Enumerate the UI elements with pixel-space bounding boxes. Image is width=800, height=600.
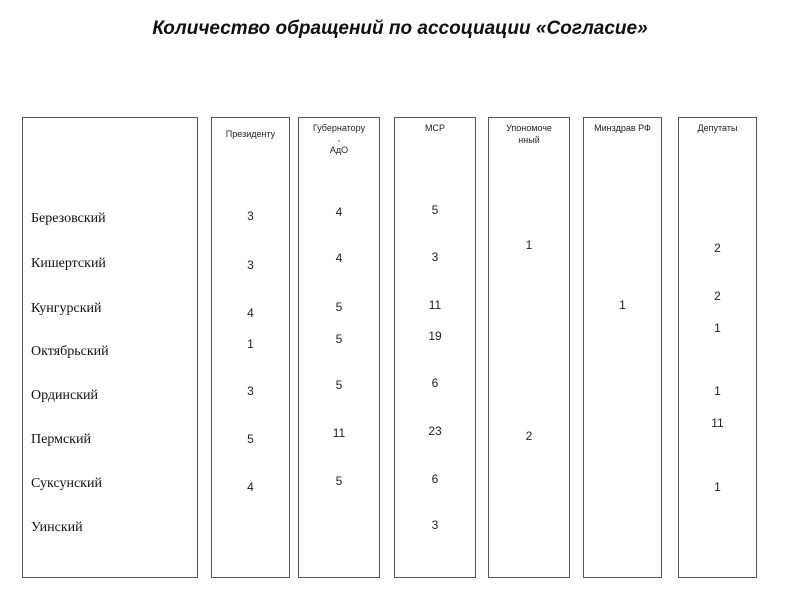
value-cell: 4: [247, 480, 254, 494]
value-cell: 3: [431, 518, 439, 532]
value-cell: 1: [714, 384, 721, 398]
column-deputies: [678, 117, 757, 578]
column-governor: [298, 117, 380, 578]
column-header: МСР: [425, 123, 445, 133]
value-cell: 4: [247, 306, 254, 320]
value-cell: 3: [247, 384, 254, 398]
page-title: Количество обращений по ассоциации «Согласие»: [152, 18, 648, 39]
column-header-line: ,: [337, 133, 341, 143]
value-cell: 5: [335, 378, 343, 392]
column-header-line: Упономоче: [506, 123, 552, 133]
value-cell: 3: [431, 250, 439, 264]
districts-column: [22, 117, 198, 578]
column-msr: [394, 117, 476, 578]
value-cell: 2: [714, 289, 721, 303]
value-cell: 5: [335, 332, 343, 346]
value-cell: 1: [247, 337, 254, 351]
column-header: Президенту: [225, 129, 276, 139]
district-name: Уинский: [31, 520, 83, 535]
district-name: Кунгурский: [31, 301, 102, 316]
column-header: Минздрав РФ: [594, 123, 651, 133]
column-minzdrav: [583, 117, 662, 578]
value-cell: 5: [431, 203, 439, 217]
value-cell: 11: [711, 416, 724, 430]
column-header: Депутаты: [697, 123, 738, 133]
value-cell: 1: [619, 298, 626, 312]
value-cell: 6: [431, 376, 439, 390]
column-ombudsman: [488, 117, 570, 578]
value-cell: 4: [335, 205, 343, 219]
value-cell: 4: [335, 251, 343, 265]
value-cell: 11: [332, 426, 346, 440]
district-name: Октябрьский: [31, 344, 109, 359]
column-header-line: нный: [518, 135, 540, 145]
value-cell: 5: [335, 474, 343, 488]
value-cell: 1: [714, 480, 721, 494]
column-president: [211, 117, 290, 578]
district-name: Пермский: [31, 432, 91, 447]
district-name: Березовский: [31, 211, 106, 226]
column-header-line: Губернатору: [312, 123, 366, 133]
value-cell: 23: [428, 424, 442, 438]
value-cell: 5: [335, 300, 343, 314]
value-cell: 3: [247, 258, 254, 272]
value-cell: 19: [428, 329, 442, 343]
value-cell: 11: [428, 298, 442, 312]
column-header-line: АдО: [329, 145, 349, 155]
district-name: Суксунский: [31, 476, 102, 491]
value-cell: 5: [247, 432, 254, 446]
district-name: Ординский: [31, 388, 99, 403]
value-cell: 1: [714, 321, 721, 335]
value-cell: 2: [525, 429, 533, 443]
district-name: Кишертский: [31, 256, 106, 271]
value-cell: 2: [714, 241, 721, 255]
value-cell: 1: [525, 238, 533, 252]
value-cell: 6: [431, 472, 439, 486]
value-cell: 3: [247, 209, 254, 223]
